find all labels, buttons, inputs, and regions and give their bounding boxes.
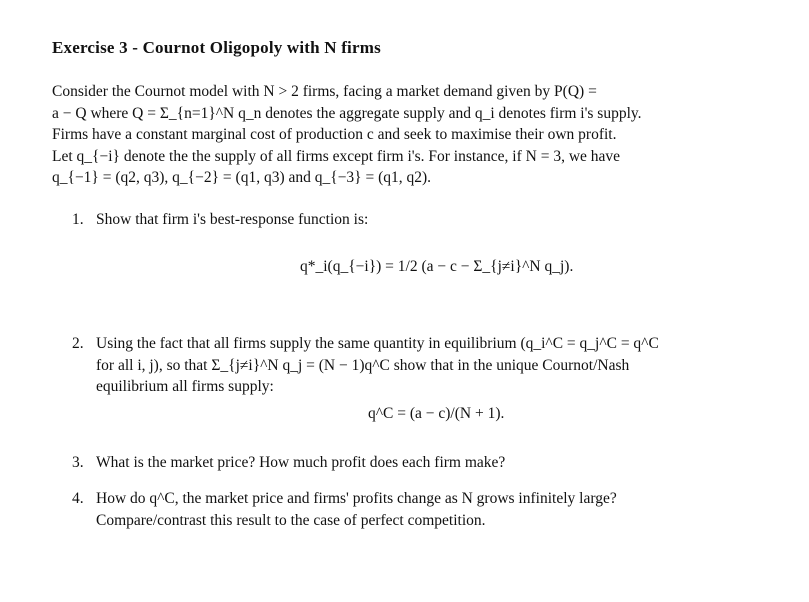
question-3 <box>72 452 742 474</box>
question-line: Compare/contrast this result to the case of perfect competition. <box>96 511 486 529</box>
question-1 <box>72 209 742 231</box>
intro-line: Consider the Cournot model with N > 2 firms, facing a market demand given by P(Q) = <box>52 83 597 100</box>
question-text: Show that firm i's best-response function is: <box>96 211 369 228</box>
question-number: 4. <box>72 490 84 507</box>
question-line: How do q^C, the market price and firms' profits change as N grows infinitely large? <box>96 490 617 507</box>
intro-line: a − Q where Q = Σ_{n=1}^N q_n denotes the aggregate supply and q_i denotes firm i's supply. <box>52 104 642 122</box>
equilibrium-equation: q^C = (a − c)/(N + 1). <box>368 405 505 422</box>
question-line: Using the fact that all firms supply the same quantity in equilibrium (q_i^C = q_j^C = q^C <box>96 335 659 352</box>
question-number: 1. <box>72 211 84 228</box>
question-text: What is the market price? How much profit does each firm make? <box>96 454 506 471</box>
question-line: for all i, j), so that Σ_{j≠i}^N q_j = (N − 1)q^C show that in the unique Cournot/Nash <box>96 356 630 374</box>
question-number: 2. <box>72 335 84 352</box>
intro-line: Let q_{−i} denote the the supply of all firms except firm i's. For instance, if N = 3, we have <box>52 147 621 165</box>
question-line: equilibrium all firms supply: <box>96 378 274 396</box>
question-number: 3. <box>72 454 84 471</box>
best-response-equation: q*_i(q_{−i}) = 1/2 (a − c − Σ_{j≠i}^N q_j). <box>300 258 574 275</box>
question-4 <box>72 488 742 531</box>
intro-paragraph <box>52 81 742 189</box>
intro-line: Firms have a constant marginal cost of production c and seek to maximise their own profit. <box>52 126 617 144</box>
question-2 <box>72 333 742 398</box>
intro-line: q_{−1} = (q2, q3), q_{−2} = (q1, q3) and q_{−3} = (q1, q2). <box>52 169 432 187</box>
exercise-title: Exercise 3 - Cournot Oligopoly with N firms <box>52 38 381 57</box>
